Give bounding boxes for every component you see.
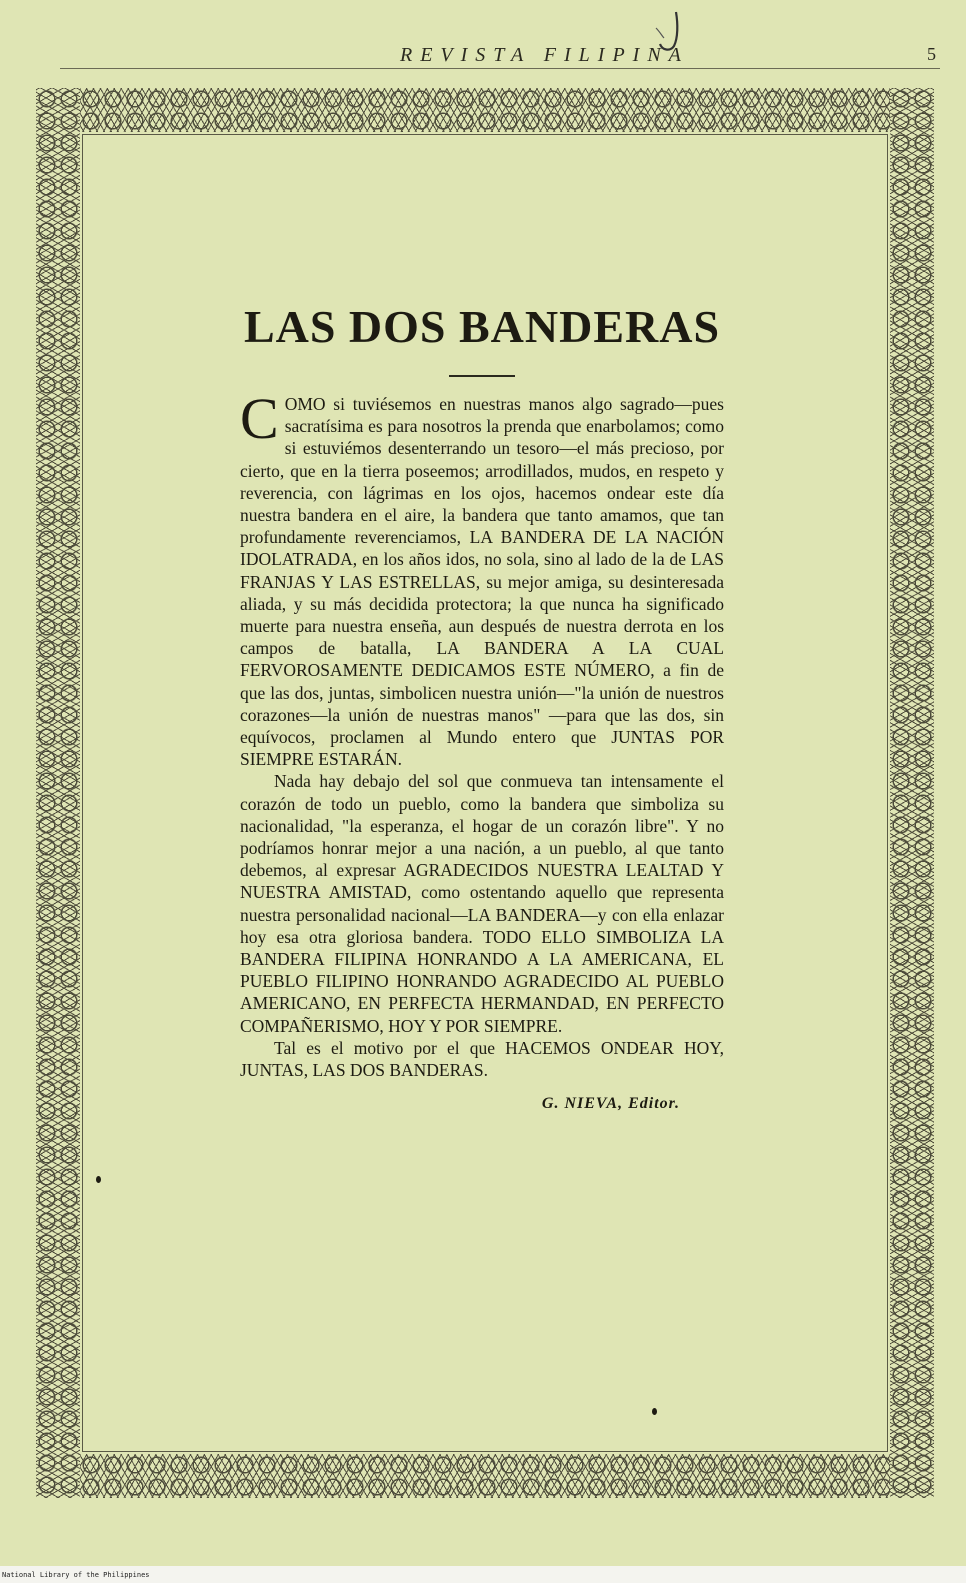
header-rule	[60, 68, 940, 69]
paragraph-1-text: OMO si tuviésemos en nuestras manos algo sagrado—pues sacratísima es para nosotros la prenda que enarbolamos; como si estuviémos desenterrando un tesoro—el más precioso, por cierto, que en la tierra poseemos; arrodillados, mudos, en respeto y reverencia, con lágrimas en los ojos, hacemos ondear este día nuestra bandera en el aire, la bandera que tanto amamos, que tan profundamente reverenciamos, LA BANDERA DE LA NACIÓN IDOLATRADA, en los años idos, no sola, sino al lado de la de LAS FRANJAS Y LAS ESTRELLAS, su mejor amiga, su desinteresada aliada, y su más decidida protectora; la que nunca ha significado muerte para nuestra enseña, aun después de nuestra derrota en los campos de batalla, LA BANDERA A LA CUAL FERVOROSAMENTE DEDICAMOS ESTE NÚMERO, a fin de que las dos, juntas, simbolicen nuestra unión—"la unión de nuestros corazones—la unión de nuestras manos" —para que las dos, sin equívocos, proclamen al Mundo entero que JUNTAS POR SIEMPRE ESTARÁN.	[240, 394, 724, 770]
ink-speck	[96, 1176, 101, 1183]
article	[240, 300, 724, 1113]
article-title: LAS DOS BANDERAS	[243, 301, 721, 352]
article-paragraph-1	[240, 386, 724, 770]
border-top	[36, 88, 934, 132]
article-paragraph-3: Tal es el motivo por el que HACEMOS ONDEAR HOY, JUNTAS, LAS DOS BANDERAS.	[240, 1037, 724, 1081]
running-head: REVISTA FILIPINA	[400, 44, 689, 66]
editor-signature: G. NIEVA, Editor.	[541, 1095, 680, 1113]
border-left	[36, 88, 80, 1498]
page-number: 5	[927, 44, 936, 64]
article-paragraph-2: Nada hay debajo del sol que conmueva tan intensamente el corazón de todo un pueblo, como la bandera que simboliza su nacionalidad, "la esperanza, el hogar de un corazón libre". Y no podríamos honrar mejor a una nación, a un pueblo, al que tanto debemos, al expresar AGRADECIDOS NUESTRA LEALTAD Y NUESTRA AMISTAD, como ostentando aquello que representa nuestra personalidad nacional—LA BANDERA—y con ella enlazar hoy esa otra gloriosa bandera. TODO ELLO SIMBOLIZA LA BANDERA FILIPINA HONRANDO A LA AMERICANA, EL PUEBLO FILIPINO HONRANDO AGRADECIDO AL PUEBLO AMERICANO, EN PERFECTA HERMANDAD, EN PERFECTO COMPAÑERISMO, HOY Y POR SIEMPRE.	[240, 771, 724, 1036]
handwritten-mark	[652, 10, 692, 56]
page-header	[60, 44, 940, 68]
drop-cap: C	[240, 386, 279, 451]
footer-credit: National Library of the Philippines	[2, 1571, 150, 1579]
ink-speck	[652, 1408, 657, 1415]
border-bottom	[36, 1454, 934, 1498]
border-right	[890, 88, 934, 1498]
title-rule	[449, 375, 515, 377]
